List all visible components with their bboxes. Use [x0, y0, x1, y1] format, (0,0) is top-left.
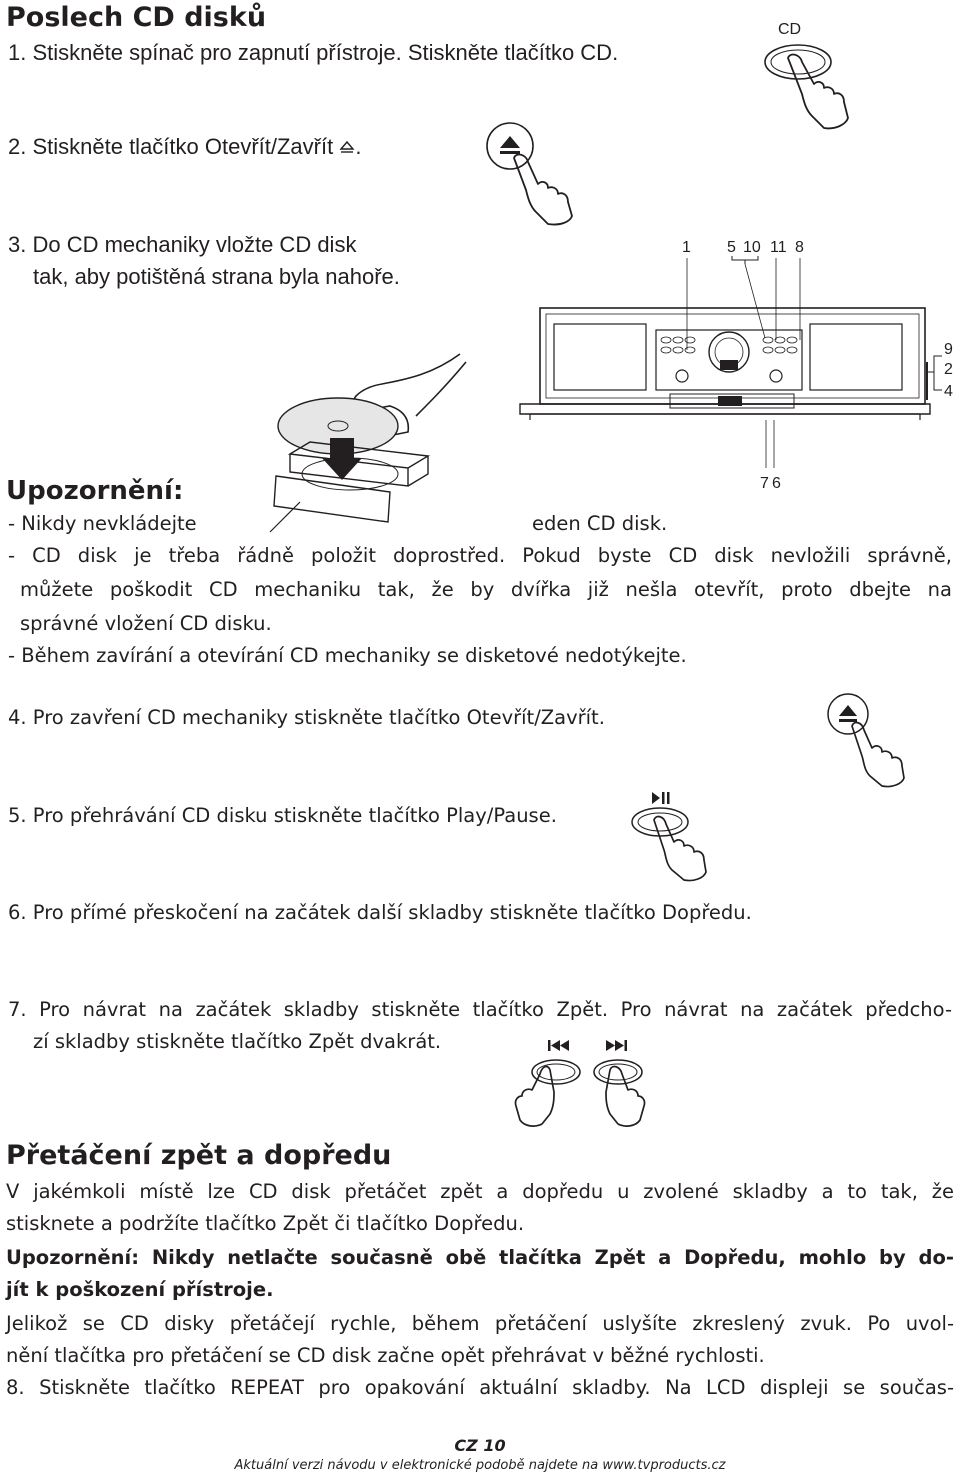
section-title-rewind-forward: Přetáčení zpět a dopředu [6, 1140, 392, 1171]
step-2-period: . [355, 134, 362, 159]
rewind-para-2-line-1: Jelikož se CD disky přetáčejí rychle, během přetáčení uslyšíte zkreslený zvuk. Po uvol- [6, 1312, 954, 1335]
warning-line-5: - Během zavírání a otevírání CD mechaniky se disketové nedotýkejte. [8, 644, 687, 667]
rewind-para-2-line-2: nění tlačítka pro přetáčení se CD disk začne opět přehrávat v běžné rychlosti. [6, 1344, 765, 1367]
pressing-hand-icon-left [515, 1067, 554, 1127]
warning-line-3: můžete poškodit CD mechaniku tak, že by dvířka již nešla otevřít, proto dbejte na [20, 578, 952, 601]
callout-9: 9 [944, 341, 953, 358]
step-3-line-2: tak, aby potištěná strana byla nahoře. [33, 264, 400, 289]
warning-line-2: - CD disk je třeba řádně položit doprostřed. Pokud byste CD disk nevložili správně, [8, 544, 952, 567]
pressing-hand-icon-right [606, 1067, 645, 1127]
step-1-text: 1. Stiskněte spínač pro zapnutí přístroje. Stiskněte tlačítko CD. [8, 40, 619, 65]
warning-line-1a: - Nikdy nevkládejte [8, 512, 197, 535]
device-front-diagram [510, 230, 960, 500]
warning-line-4: správné vložení CD disku. [20, 612, 272, 635]
page-number: CZ 10 [454, 1436, 506, 1455]
eject-button-illustration-2 [826, 692, 916, 792]
cd-button-illustration [760, 14, 880, 134]
eject-inline-icon [339, 139, 355, 155]
step-2-text [8, 134, 361, 160]
play-pause-button-illustration [628, 786, 728, 886]
rewind-warning-line-1: Upozornění: Nikdy netlačte současně obě tlačítka Zpět a Dopředu, mohlo by do- [6, 1246, 954, 1269]
callout-2: 2 [944, 361, 953, 378]
eject-button-illustration [486, 118, 586, 226]
section-title-cd-playback: Poslech CD disků [6, 2, 267, 33]
pressing-hand-icon [788, 55, 848, 129]
step-3-line-1: 3. Do CD mechaniky vložte CD disk [8, 232, 357, 257]
step-2-label: 2. Stiskněte tlačítko Otevřít/Zavřít [8, 134, 334, 159]
warning-title: Upozornění: [6, 476, 184, 506]
step-7-line-1: 7. Pro návrat na začátek skladby stiskněte tlačítko Zpět. Pro návrat na začátek předcho- [8, 998, 952, 1021]
rewind-para-1-line-2: stisknete a podržíte tlačítko Zpět či tlačítko Dopředu. [6, 1212, 525, 1235]
callout-5: 5 [727, 239, 736, 256]
callout-1: 1 [682, 239, 691, 256]
step-4-text: 4. Pro zavření CD mechaniky stiskněte tlačítko Otevřít/Zavřít. [8, 706, 605, 729]
callout-11: 11 [770, 239, 787, 256]
disc-insertion-illustration [270, 346, 540, 534]
step-5-text: 5. Pro přehrávání CD disku stiskněte tlačítko Play/Pause. [8, 804, 557, 827]
callout-7: 7 [760, 475, 769, 492]
pressing-hand-icon [852, 723, 904, 787]
callout-6: 6 [772, 475, 781, 492]
repeat-step-8: 8. Stiskněte tlačítko REPEAT pro opakování aktuální skladby. Na LCD displeji se součas- [6, 1376, 954, 1399]
callout-8: 8 [795, 239, 804, 256]
callout-10: 10 [743, 239, 761, 256]
step-6-text: 6. Pro přímé přeskočení na začátek další skladby stiskněte tlačítko Dopředu. [8, 901, 752, 924]
warning-line-1b: eden CD disk. [532, 512, 668, 535]
step-7-line-2: zí skladby stiskněte tlačítko Zpět dvakrát. [33, 1030, 442, 1053]
prev-next-buttons-illustration [506, 1034, 666, 1134]
rewind-para-1-line-1: V jakémkoli místě lze CD disk přetáčet zpět a dopředu u zvolené skladby a to tak, že [6, 1180, 954, 1203]
callout-4: 4 [944, 383, 953, 400]
cd-button-label: CD [778, 21, 802, 38]
footer-note: Aktuální verzi návodu v elektronické podobě najdete na www.tvproducts.cz [234, 1458, 726, 1473]
rewind-warning-line-2: jít k poškození přístroje. [6, 1278, 274, 1301]
